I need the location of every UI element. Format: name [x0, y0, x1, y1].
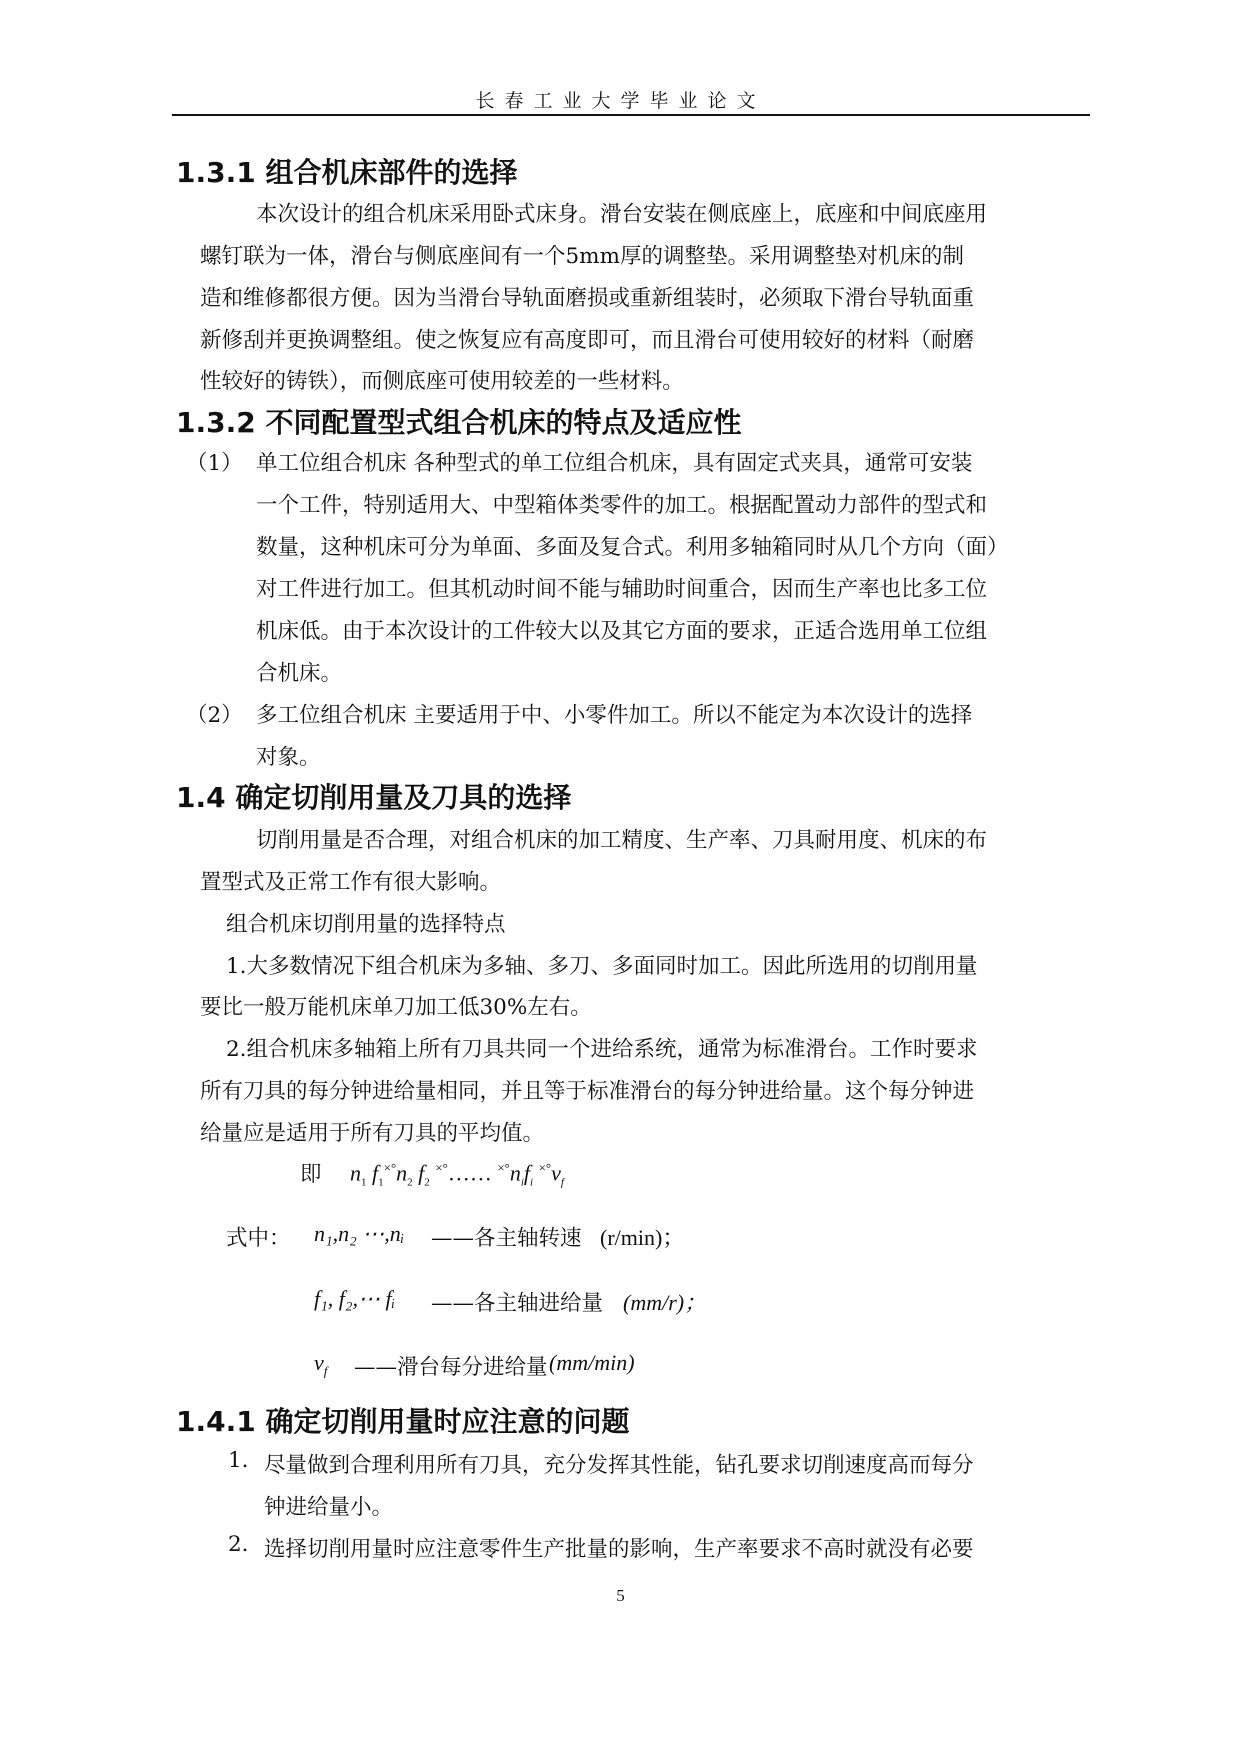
list-item-line: 数量，这种机床可分为单面、多面及复合式。利用多轴箱同时从几个方向（面）	[256, 535, 1009, 560]
where-label: 式中：	[226, 1226, 291, 1251]
formula-expression: $n_1$ $f_1^{\times^\circ}n_2$ $f_2$ ×°…… $^{\times^\circ}n_if_i$ $^{\times^\circ}v_f$	[350, 1160, 564, 1189]
section-heading-1-4: 1.4 确定切削用量及刀具的选择	[176, 781, 572, 814]
definition-text: ——各主轴转速	[431, 1226, 582, 1251]
section-heading-1-3-2: 1.3.2 不同配置型式组合机床的特点及适应性	[176, 406, 742, 439]
list-item-marker: （1）	[186, 451, 243, 476]
paragraph-line: 所有刀具的每分钟进给量相同，并且等于标准滑台的每分钟进给量。这个每分钟进	[200, 1079, 975, 1104]
paragraph-line: 2.组合机床多轴箱上所有刀具共同一个进给系统，通常为标准滑台。工作时要求	[226, 1037, 978, 1062]
list-item-line: 钟进给量小。	[264, 1495, 394, 1520]
list-item-line: 尽量做到合理利用所有刀具，充分发挥其性能，钻孔要求切削速度高而每分	[264, 1453, 974, 1478]
page-header-title: 长春工业大学毕业论文	[475, 90, 766, 112]
definition-text: ——各主轴进给量	[431, 1291, 604, 1316]
definition-variables: f₁, f₂,⋯ fᵢ	[314, 1286, 396, 1311]
list-item-line: 一个工件，特别适用大、中型箱体类零件的加工。根据配置动力部件的型式和	[256, 493, 988, 518]
paragraph-line: 组合机床切削用量的选择特点	[226, 912, 506, 937]
paragraph-line: 要比一般万能机床单刀加工低30%左右。	[200, 995, 592, 1020]
definition-variables: n₁,n₂ ⋯,nᵢ	[314, 1221, 405, 1246]
paragraph-line: 给量应是适用于所有刀具的平均值。	[200, 1121, 545, 1146]
paragraph-line: 螺钉联为一体，滑台与侧底座间有一个5mm厚的调整垫。采用调整垫对机床的制	[200, 244, 964, 269]
list-item-line: 机床低。由于本次设计的工件较大以及其它方面的要求，正适合选用单工位组	[256, 619, 988, 644]
paragraph-line: 性较好的铸铁），而侧底座可使用较差的一些材料。	[200, 369, 684, 394]
section-heading-1-3-1: 1.3.1 组合机床部件的选择	[176, 156, 518, 189]
list-item-line: 选择切削用量时应注意零件生产批量的影响，生产率要求不高时就没有必要	[264, 1537, 974, 1562]
definition-unit: (mm/min)	[549, 1350, 635, 1375]
paragraph-line: 1.大多数情况下组合机床为多轴、多刀、多面同时加工。因此所选用的切削用量	[226, 954, 978, 979]
list-item-marker: （2）	[186, 703, 243, 728]
list-item-line: 对工件进行加工。但其机动时间不能与辅助时间重合，因而生产率也比多工位	[256, 577, 988, 602]
definition-variables: $v_f$	[314, 1350, 328, 1379]
paragraph-line: 切削用量是否合理，对组合机床的加工精度、生产率、刀具耐用度、机床的布	[256, 828, 988, 853]
section-heading-1-4-1: 1.4.1 确定切削用量时应注意的问题	[176, 1405, 630, 1438]
paragraph-line: 造和维修都很方便。因为当滑台导轨面磨损或重新组装时，必须取下滑台导轨面重	[200, 286, 975, 311]
list-item-line: 单工位组合机床 各种型式的单工位组合机床，具有固定式夹具，通常可安装	[256, 451, 973, 476]
definition-unit: (mm/r)；	[623, 1290, 707, 1315]
definition-unit: (r/min)；	[600, 1225, 685, 1250]
paragraph-line: 置型式及正常工作有很大影响。	[200, 870, 502, 895]
definition-text: ——滑台每分进给量	[354, 1355, 548, 1380]
list-item-marker: 2.	[228, 1532, 249, 1557]
list-item-marker: 1.	[228, 1448, 249, 1473]
formula-label: 即	[300, 1162, 322, 1187]
list-item-line: 对象。	[256, 745, 321, 770]
header-divider	[172, 114, 1090, 116]
page-number: 5	[616, 1586, 625, 1605]
paragraph-line: 本次设计的组合机床采用卧式床身。滑台安装在侧底座上，底座和中间底座用	[256, 202, 988, 227]
list-item-line: 合机床。	[256, 661, 343, 686]
paragraph-line: 新修刮并更换调整组。使之恢复应有高度即可，而且滑台可使用较好的材料（耐磨	[200, 328, 975, 353]
list-item-line: 多工位组合机床 主要适用于中、小零件加工。所以不能定为本次设计的选择	[256, 703, 973, 728]
